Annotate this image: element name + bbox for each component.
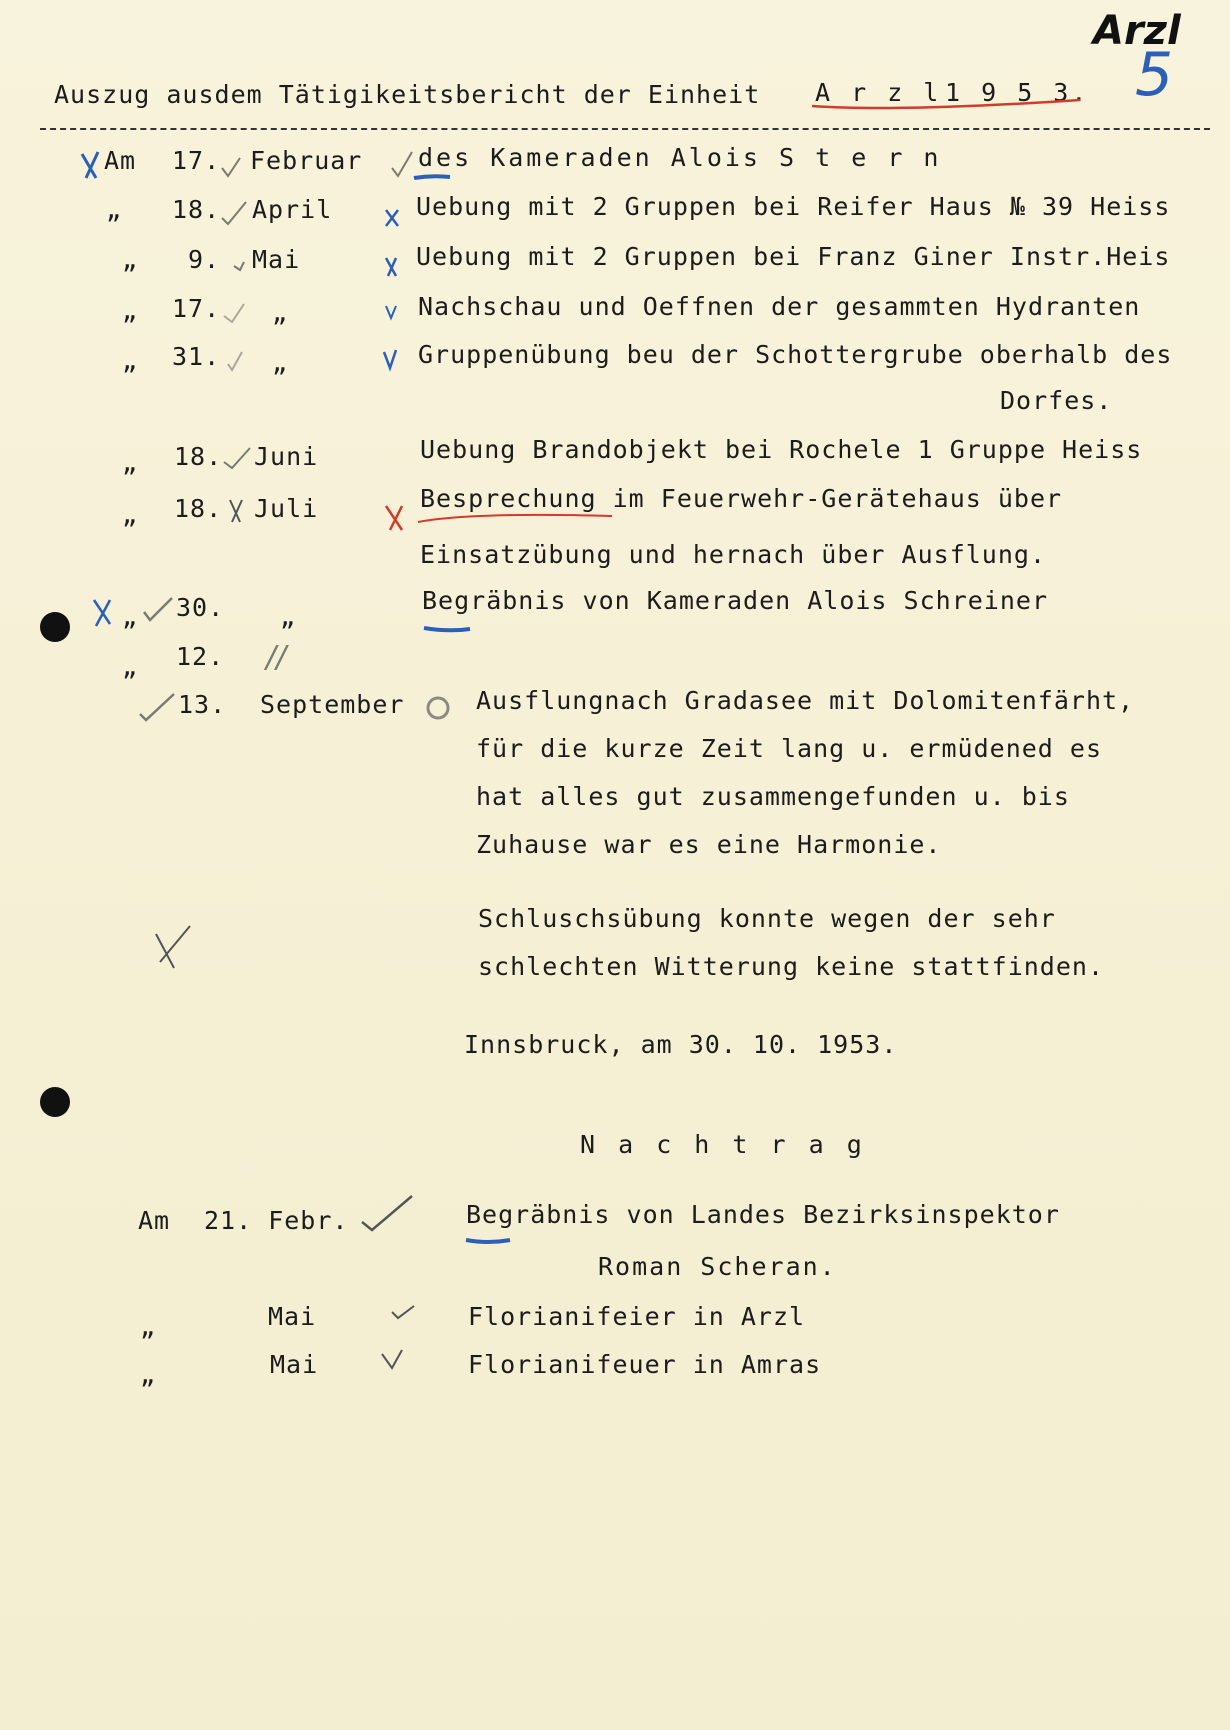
trip-line: für die kurze Zeit lang u. ermüdened es: [476, 734, 1102, 763]
entry-text: Besprechung im Feuerwehr-Gerätehaus über: [420, 484, 1063, 513]
entry-text: Dorfes.: [1000, 386, 1113, 415]
nachtrag-text: Florianifeuer in Amras: [468, 1350, 822, 1379]
entry-month: Juni: [254, 442, 319, 471]
nachtrag-date: Mai: [270, 1350, 319, 1379]
check-mark: [392, 152, 412, 176]
check-mark: [224, 448, 250, 468]
entry-text: Nachschau und Oeffnen der gesammten Hydranten: [418, 292, 1141, 321]
check-mark: [140, 694, 174, 720]
blue-check-mark: [384, 350, 396, 368]
check-mark: [224, 304, 244, 322]
entry-prefix: „: [106, 195, 123, 224]
nachtrag-title: N a c h t r a g: [580, 1130, 866, 1159]
place-date: Innsbruck, am 30. 10. 1953.: [464, 1030, 898, 1059]
entry-prefix: „: [122, 245, 139, 274]
red-underline: [418, 515, 612, 522]
entry-prefix: „: [122, 296, 139, 325]
check-mark: [144, 598, 172, 620]
entry-text: des Kameraden Alois S t e r n: [418, 143, 942, 172]
blue-underline: [414, 176, 450, 178]
entry-text: Begräbnis von Kameraden Alois Schreiner: [422, 586, 1048, 615]
check-mark: [222, 202, 246, 224]
entry-prefix: „: [122, 500, 139, 529]
closing-line: Schluschsübung konnte wegen der sehr: [478, 904, 1056, 933]
entry-day: 30.: [176, 593, 225, 622]
entry-text: Uebung Brandobjekt bei Rochele 1 Gruppe Heiss: [420, 435, 1143, 464]
header-year: 1 9 5 3.: [945, 78, 1090, 107]
check-mark: [392, 1306, 414, 1318]
check-mark: [228, 352, 242, 370]
nachtrag-date: 21. Febr.: [204, 1206, 349, 1235]
entry-month: April: [252, 195, 333, 224]
entry-day: 18.: [174, 442, 223, 471]
entry-text: Uebung mit 2 Gruppen bei Franz Giner Instr.Heis: [416, 242, 1171, 271]
entry-prefix: „: [122, 448, 139, 477]
entry-text: Gruppenübung beu der Schottergrube oberhalb des: [418, 340, 1173, 369]
page-number: 5: [1135, 40, 1174, 110]
nachtrag-prefix: „: [140, 1312, 157, 1341]
entry-prefix: Am: [104, 146, 137, 175]
header-prefix: Auszug ausdem Tätigikeitsbericht der Einheit: [54, 80, 761, 109]
nachtrag-date: Mai: [268, 1302, 317, 1331]
check-mark: [382, 1350, 402, 1368]
entry-text: Uebung mit 2 Gruppen bei Reifer Haus № 39 Heiss: [416, 192, 1171, 221]
trip-line: hat alles gut zusammengefunden u. bis: [476, 782, 1070, 811]
entry-prefix: „: [122, 346, 139, 375]
blue-underline: [466, 1240, 510, 1242]
check-mark: [222, 158, 240, 176]
entry-month: „: [272, 348, 289, 377]
blue-cross-mark: [82, 152, 98, 178]
entry-text: Ausflungnach Gradasee mit Dolomitenfärht,: [476, 686, 1135, 715]
trip-line: Zuhause war es eine Harmonie.: [476, 830, 942, 859]
entry-month: „: [272, 298, 289, 327]
blue-cross-mark: [386, 210, 398, 226]
cross-mark: [156, 926, 190, 968]
nachtrag-prefix: „: [140, 1360, 157, 1389]
nachtrag-text: Florianifeier in Arzl: [468, 1302, 806, 1331]
entry-prefix: „: [122, 602, 139, 631]
header-unit: A r z l: [815, 78, 942, 107]
entry-month: Februar: [250, 146, 363, 175]
entry-day: 17.: [172, 294, 221, 323]
cross-mark: [230, 500, 242, 522]
entry-text: Einsatzübung und hernach über Ausflung.: [420, 540, 1046, 569]
entry-day: 31.: [172, 342, 221, 371]
entry-day: 12.: [176, 642, 225, 671]
nachtrag-text: Roman Scheran.: [598, 1252, 837, 1281]
nachtrag-prefix: Am: [138, 1206, 171, 1235]
red-underline-header: [812, 100, 1080, 108]
entry-day: 17.: [172, 146, 221, 175]
entry-prefix: „: [122, 652, 139, 681]
entry-day: 13.: [178, 690, 227, 719]
blue-cross-mark: [386, 258, 396, 276]
entry-month: „: [280, 602, 297, 631]
entry-month: Mai: [252, 245, 301, 274]
red-cross-mark: [386, 506, 402, 530]
ditto-mark-handwritten: //: [266, 640, 287, 675]
entry-day: 9.: [188, 245, 221, 274]
blue-cross-mark: [94, 600, 110, 626]
blue-underline: [424, 628, 470, 630]
check-mark: [234, 262, 244, 270]
entry-day: 18.: [174, 494, 223, 523]
blue-check-mark: [386, 306, 396, 318]
corner-label: Arzl: [1093, 8, 1181, 54]
entry-month: Juli: [254, 494, 319, 523]
closing-line: schlechten Witterung keine stattfinden.: [478, 952, 1104, 981]
entry-day: 18.: [172, 195, 221, 224]
nachtrag-text: Begräbnis von Landes Bezirksinspektor: [466, 1200, 1060, 1229]
check-mark: [362, 1196, 412, 1230]
entry-month: September: [260, 690, 405, 719]
circle-mark: [428, 698, 448, 718]
